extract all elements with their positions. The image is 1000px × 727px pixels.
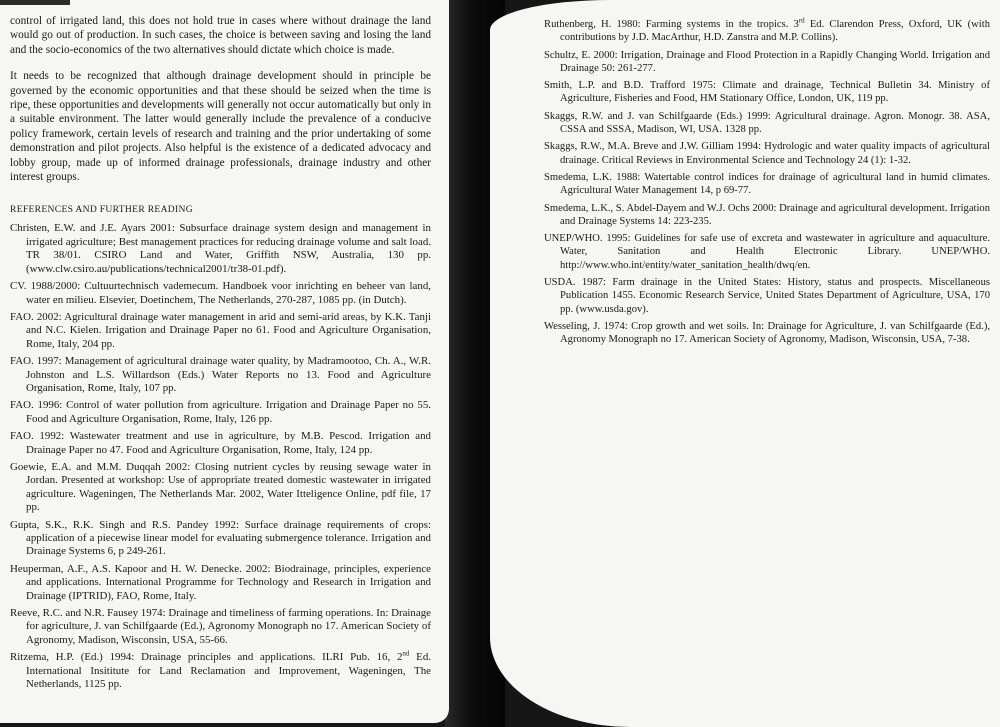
reference-text: Ritzema, H.P. (Ed.) 1994: Drainage principles and applications. ILRI Pub. 16, 2 bbox=[10, 651, 403, 664]
reference-entry: Christen, E.W. and J.E. Ayars 2001: Subsurface drainage system design and management in irrigated agriculture; Best management practices for reducing drainage volume and salt load. TR 38/01. CSIRO Land and Water, Griffith NSW, Australia, 130 pp. (www.clw.csiro.au/publications/technical2001/tr38-01.pdf). bbox=[10, 222, 431, 275]
left-page bbox=[0, 0, 449, 723]
ordinal-superscript: nd bbox=[402, 649, 410, 658]
reference-entry: Smedema, L.K., S. Abdel-Dayem and W.J. Ochs 2000: Drainage and agricultural development. Irrigation and Drainage Systems 14: 223-235. bbox=[544, 202, 991, 227]
reference-entry: Smith, L.P. and B.D. Trafford 1975: Climate and drainage, Technical Bulletin 34. Ministry of Agriculture, Fisheries and Food, HM Stationary Office, London, UK, 119 pp. bbox=[544, 80, 990, 105]
reference-entry: Skaggs, R.W., M.A. Breve and J.W. Gilliam 1994: Hydrologic and water quality impacts of agricultural drainage. Critical Reviews in Environmental Science and Technology 24 (1): 1-32. bbox=[544, 141, 990, 166]
reference-entry: Gupta, S.K., R.K. Singh and R.S. Pandey 1992: Surface drainage requirements of crops: application of a piecewise linear model for evaluating submergence tolerance. Irrigation and Drainage Systems 6, p 249-261. bbox=[10, 518, 431, 558]
right-page bbox=[490, 0, 1000, 727]
section-heading: REFERENCES AND FURTHER READING bbox=[10, 204, 193, 216]
ordinal-superscript: rd bbox=[798, 16, 805, 25]
reference-entry: FAO. 1997: Management of agricultural drainage water quality, by Madramootoo, Ch. A., W.R. Johnston and L.S. Willardson (Eds.) Water Reports no 13. Food and Agriculture Organisation, Rome, Italy, 107 pp. bbox=[10, 355, 431, 394]
reference-entry: FAO. 1996: Control of water pollution from agriculture. Irrigation and Drainage Paper no 55. Food and Agriculture Organisation, Rome, Italy, 126 pp. bbox=[10, 399, 431, 425]
reference-entry bbox=[544, 18, 990, 45]
reference-entry: Goewie, E.A. and M.M. Duqqah 2002: Closing nutrient cycles by reusing sewage water in Jordan. Presented at workshop: Use of appropriate treated domestic wastewater in irrigated agriculture. Wageningen, The Netherlands Mar. 2002, Water Itteligence Online, pdf file, 17 pp. bbox=[10, 460, 431, 514]
reference-entry bbox=[10, 651, 431, 691]
reference-entry: Reeve, R.C. and N.R. Fausey 1974: Drainage and timeliness of farming operations. In: Drainage for agriculture, J. van Schilfgaarde (Ed.), Agronomy Monograph no 17. American Society of Agronomy, Madison, Wisconsin, USA, 55-66. bbox=[10, 607, 431, 646]
reference-entry: UNEP/WHO. 1995: Guidelines for safe use of excreta and wastewater in agriculture and aquaculture. Water, Sanitation and Health Electronic Library. UNEP/WHO. http://www.who.int/entity/water_sanitation_health/dwq/en. bbox=[544, 233, 990, 271]
reference-text: Ruthenberg, H. 1980: Farming systems in the tropics. 3 bbox=[544, 19, 799, 30]
reference-entry: CV. 1988/2000: Cultuurtechnisch vademecum. Handboek voor inrichting en beheer van land, water en milieu. Elsevier, Doetinchem, The Netherlands, 270-287, 1085 pp. (in Dutch). bbox=[10, 280, 431, 306]
body-paragraph: It needs to be recognized that although drainage development should in principle be governed by the economic opportunities and that these should be seized when the time is ripe, these opportunities and developments will generally not occur automatically but only in a suitable environment. The latter would generally include the prevalence of a conducive policy framework, certain levels of research and training and the prior undertaking of some demonstration and pilot projects. Also helpful is the existence of a dedicated advocacy and lobby group, made up of informed drainage professionals, drainage industry and other interest groups. bbox=[10, 70, 431, 184]
reference-entry: Wesseling, J. 1974: Crop growth and wet soils. In: Drainage for Agriculture, J. van Schilfgaarde (Ed.), Agronomy Monograph no 17. American Society of Agronomy, Madison, Wisconsin, USA, 7-38. bbox=[544, 320, 990, 346]
reference-entry: Skaggs, R.W. and J. van Schilfgaarde (Eds.) 1999: Agricultural drainage. Agron. Monogr. 38. ASA, CSSA and SSSA, Madison, WI, USA. 1328 pp. bbox=[544, 110, 990, 136]
running-header-fragment bbox=[0, 0, 70, 5]
reference-entry: Smedema, L.K. 1988: Watertable control indices for drainage of agricultural land in humid climates. Agricultural Water Management 14, p 69-77. bbox=[544, 171, 990, 197]
reference-text: Ed. Clarendon Press, Oxford, UK (with contributions by J.D. MacArthur, H.D. Zanstra and M.P. Collins). bbox=[560, 19, 990, 44]
reference-entry: USDA. 1987: Farm drainage in the United States: History, status and prospects. Miscellaneous Publication 1455. Economic Research Service, United States Department of Agriculture, USA, 170 pp. (www.usda.gov). bbox=[544, 277, 990, 315]
reference-entry: Heuperman, A.F., A.S. Kapoor and H. W. Denecke. 2002: Biodrainage, principles, experience and applications. International Programme for Technology and Research in Irrigation and Drainage (IPTRID), FAO, Rome, Italy. bbox=[10, 562, 431, 602]
reference-text: Ed. International Insititute for Land Reclamation and Improvement, Wageningen, The Netherlands, 1125 pp. bbox=[26, 651, 432, 691]
body-paragraph: control of irrigated land, this does not hold true in cases where without drainage the land would go out of production. In such cases, the choice is between saving and losing the land and the socio-economics of the two alternatives should dictate which choice is made. bbox=[10, 15, 431, 56]
reference-entry: Schultz, E. 2000: Irrigation, Drainage and Flood Protection in a Rapidly Changing World. Irrigation and Drainage 50: 261-277. bbox=[544, 49, 990, 74]
reference-entry: FAO. 1992: Wastewater treatment and use in agriculture, by M.B. Pescod. Irrigation and Drainage Paper no 47. Food and Agriculture Organisation, Rome, Italy, 124 pp. bbox=[10, 430, 431, 456]
reference-entry: FAO. 2002: Agricultural drainage water management in arid and semi-arid areas, by K.K. Tanji and N.C. Kielen. Irrigation and Drainage Paper no 61. Food and Agriculture Organisation, Rome, Italy, 204 pp. bbox=[10, 310, 431, 350]
